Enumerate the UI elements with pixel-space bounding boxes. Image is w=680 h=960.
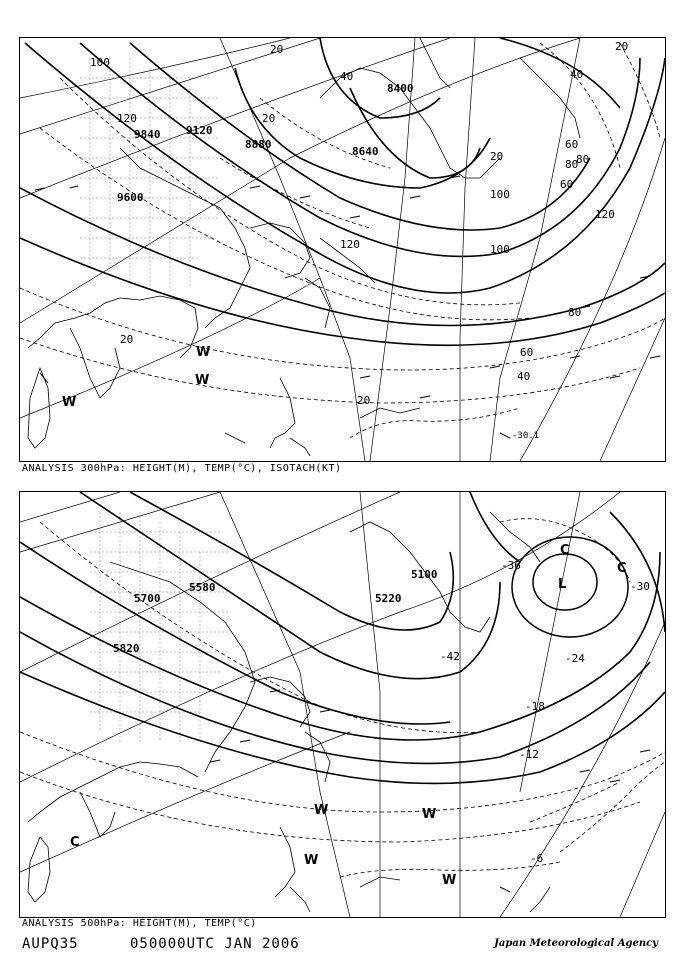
- isotherm-contours: [20, 519, 665, 877]
- cold-center-marker: C: [70, 835, 80, 850]
- caption-300hpa: ANALYSIS 300hPa: HEIGHT(M), TEMP(°C), ISOTACH(KT): [22, 463, 342, 474]
- height-label: 5100: [411, 568, 438, 581]
- warm-center-marker: W: [62, 395, 77, 410]
- low-pressure-rings: [512, 537, 628, 637]
- height-label: 9120: [186, 124, 213, 137]
- height-label: 8880: [245, 138, 272, 151]
- warm-center-marker: W: [422, 807, 437, 822]
- map-panel-300hpa: [19, 37, 666, 462]
- map-500hpa-svg: [20, 492, 665, 917]
- low-center-marker: L: [558, 577, 567, 592]
- isotach-label: 120: [117, 112, 137, 125]
- height-label: 9600: [117, 191, 144, 204]
- isotach-label: 60: [520, 346, 534, 359]
- isotach-label: 40: [570, 68, 584, 81]
- map-panel-500hpa: [19, 491, 666, 918]
- cold-center-marker: C: [617, 561, 627, 576]
- height-label: 8640: [352, 145, 379, 158]
- agency-credit: Japan Meteorological Agency: [494, 938, 658, 949]
- warm-center-marker: W: [196, 345, 211, 360]
- isotherm-label: -36: [501, 559, 521, 572]
- isotherm-label: -18: [525, 700, 545, 713]
- hatched-region: [80, 58, 220, 288]
- isotach-label: 80: [576, 153, 590, 166]
- isotherm-label: -12: [519, 748, 539, 761]
- warm-center-marker: W: [314, 803, 329, 818]
- isotach-label: 120: [595, 208, 615, 221]
- isotach-label: 20: [490, 150, 504, 163]
- isotach-label: 20: [615, 40, 629, 53]
- warm-center-marker: W: [442, 873, 457, 888]
- isotach-label: 40: [340, 70, 354, 83]
- isotach-label: 120: [340, 238, 360, 251]
- caption-500hpa: ANALYSIS 500hPa: HEIGHT(M), TEMP(°C): [22, 918, 257, 929]
- isotach-label: 20: [270, 43, 284, 56]
- isotach-label: 100: [490, 243, 510, 256]
- isotach-label: 20: [262, 112, 276, 125]
- height-label: 5580: [189, 581, 216, 594]
- analysis-timestamp: 050000UTC JAN 2006: [130, 936, 300, 952]
- isotach-label: 20: [120, 333, 134, 346]
- isotherm-label: -6: [530, 852, 544, 865]
- height-label: 5700: [134, 592, 161, 605]
- isotherm-label: -30: [630, 580, 650, 593]
- wind-barbs: [210, 690, 650, 892]
- temperature-label: -30.1: [512, 431, 540, 441]
- chart-id: AUPQ35: [22, 936, 79, 952]
- isotach-label: 80: [568, 306, 582, 319]
- isotherm-label: -42: [440, 650, 460, 663]
- cold-center-marker: C: [560, 543, 570, 558]
- isotach-label: 40: [517, 370, 531, 383]
- isotach-label: 100: [90, 56, 110, 69]
- height-label: 5820: [113, 642, 140, 655]
- height-label: 9840: [134, 128, 161, 141]
- isotach-label: 60: [565, 138, 579, 151]
- warm-center-marker: W: [195, 373, 210, 388]
- height-label: 5220: [375, 592, 402, 605]
- height-label: 8400: [387, 82, 414, 95]
- isotach-label: 60: [560, 178, 574, 191]
- isotach-label: 100: [490, 188, 510, 201]
- warm-center-marker: W: [304, 853, 319, 868]
- map-300hpa-svg: [20, 38, 665, 461]
- wind-barbs: [35, 176, 660, 438]
- isotach-label: 80: [565, 158, 579, 171]
- isotherm-label: -24: [565, 652, 585, 665]
- isotach-label: 20: [357, 394, 371, 407]
